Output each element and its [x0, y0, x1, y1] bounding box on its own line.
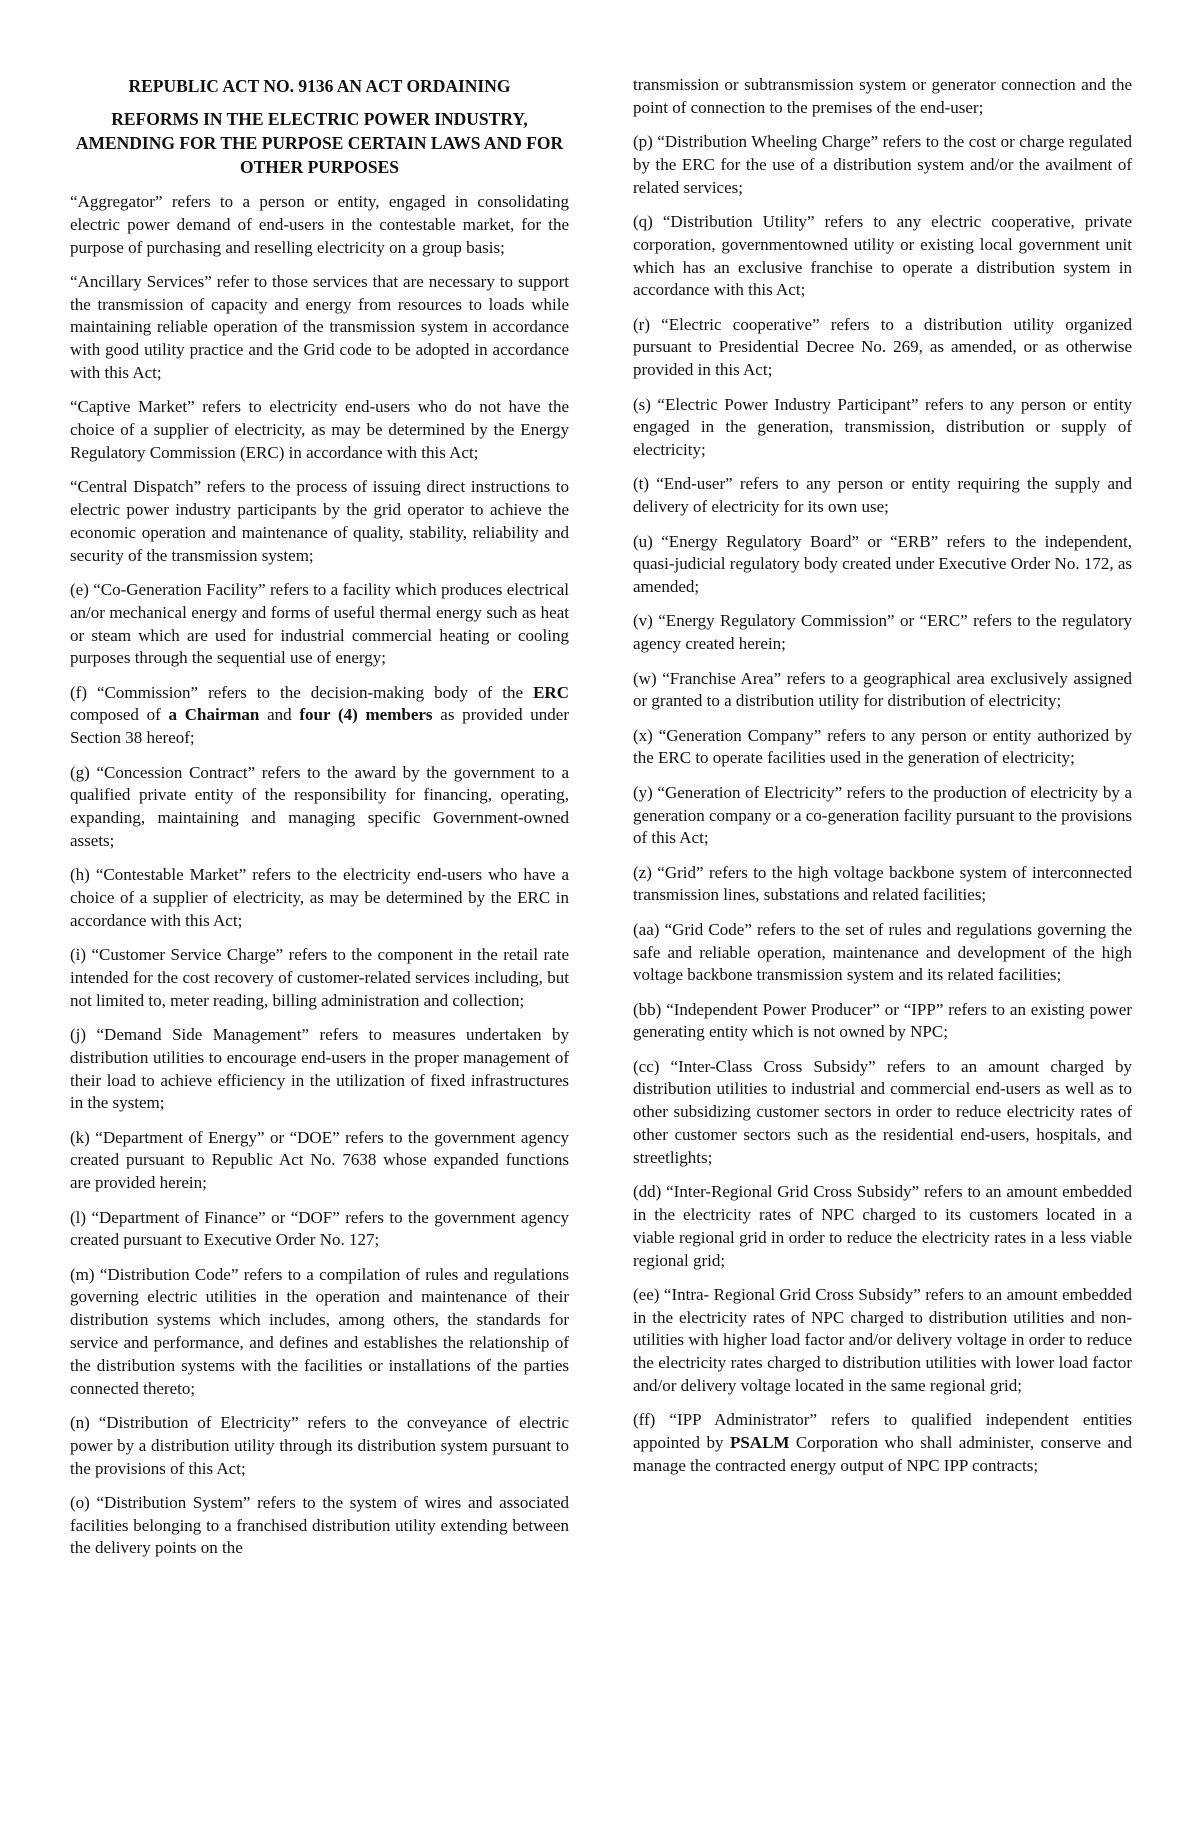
definition-ff-text-2: Corporation who shall administer, conserve and manage the contracted energy output of NPC IPP contracts; [633, 1433, 1132, 1475]
definition-central-dispatch: “Central Dispatch” refers to the process of issuing direct instructions to electric power industry participants by the grid operator to achieve the economic operation and maintenance of quality, stability, reliability and security of the transmission system; [70, 477, 569, 565]
definition-x-generation-company: (x) “Generation Company” refers to any person or entity authorized by the ERC to operate facilities used in the generation of electricity; [633, 725, 1132, 768]
definition-j-demand-side-management: (j) “Demand Side Management” refers to measures undertaken by distribution utilities to encourage end-users in the proper management of their load to achieve efficiency in the utilization of fixed infrastructures in the system; [70, 1025, 569, 1113]
definition-f-text-4: as provided under Section 38 hereof; [70, 705, 570, 748]
definition-o-distribution-system: (o) “Distribution System” refers to the system of wires and associated facilities belonging to a franchised distribution utility extending between the delivery points on the [70, 1492, 569, 1558]
definition-w-franchise-area: (w) “Franchise Area” refers to a geographical area exclusively assigned or granted to a distribution utility for distribution of electricity; [633, 668, 1132, 711]
definition-f-bold-erc: ERC [533, 682, 569, 702]
definition-y-generation-of-electricity: (y) “Generation of Electricity” refers to the production of electricity by a generation company or a co-generation facility pursuant to the provisions of this Act; [633, 782, 1132, 848]
definition-bb-independent-power-producer: (bb) “Independent Power Producer” or “IPP” refers to an existing power generating entity which is not owned by NPC; [633, 999, 1132, 1042]
definition-h-contestable-market: (h) “Contestable Market” refers to the electricity end-users who have a choice of a supplier of electricity, as may be determined by the ERC in accordance with this Act; [70, 865, 569, 930]
definition-t-end-user: (t) “End-user” refers to any person or entity requiring the supply and delivery of electricity for its own use; [633, 474, 1132, 517]
document-title: REPUBLIC ACT NO. 9136 AN ACT ORDAINING [128, 76, 511, 96]
document-subtitle: REFORMS IN THE ELECTRIC POWER INDUSTRY, AMENDING FOR THE PURPOSE CERTAIN LAWS AND FOR OTHER PURPOSES [75, 109, 564, 177]
definition-e-co-generation-facility: (e) “Co-Generation Facility” refers to a facility which produces electrical an/or mechanical energy and forms of useful thermal energy such as heat or steam which are used for industrial commercial heating or cooling purposes through the sequential use of energy; [70, 579, 569, 668]
definition-m-distribution-code: (m) “Distribution Code” refers to a compilation of rules and regulations governing electric utilities in the operation and maintenance of their distribution systems which includes, among others, the standards for service and performance, and defines and establishes the relationship of the distribution systems with the facilities or installations of the parties connected thereto; [70, 1264, 569, 1398]
definition-ff-bold-psalm: PSALM [729, 1433, 790, 1453]
definition-i-customer-service-charge: (i) “Customer Service Charge” refers to the component in the retail rate intended for the cost recovery of customer-related services including, but not limited to, meter reading, billing administration and collection; [70, 945, 569, 1010]
definition-f-text-2: composed of [70, 705, 169, 725]
left-column [70, 74, 569, 1795]
definition-f-text-1: (f) “Commission” refers to the decision-making body of the [70, 682, 534, 702]
definition-f-text-3: and [259, 705, 300, 725]
definition-v-energy-regulatory-commission: (v) “Energy Regulatory Commission” or “ERC” refers to the regulatory agency created herein; [633, 611, 1132, 654]
right-column [633, 74, 1132, 1795]
definition-f-bold-chairman: a Chairman [168, 705, 260, 725]
definition-s-electric-power-industry-participant: (s) “Electric Power Industry Participant” refers to any person or entity engaged in the generation, transmission, distribution or supply of electricity; [633, 394, 1132, 460]
definition-z-grid: (z) “Grid” refers to the high voltage backbone system of interconnected transmission lines, substations and related facilities; [633, 862, 1132, 905]
definition-ff-text-1: (ff) “IPP Administrator” refers to qualified independent entities appointed by [633, 1410, 1132, 1453]
definition-f-bold-members: four (4) members [299, 705, 433, 725]
definition-u-energy-regulatory-board: (u) “Energy Regulatory Board” or “ERB” refers to the independent, quasi-judicial regulatory body created under Executive Order No. 172, as amended; [633, 531, 1132, 597]
definition-k-department-of-energy: (k) “Department of Energy” or “DOE” refers to the government agency created pursuant to Republic Act No. 7638 whose expanded functions are provided herein; [70, 1127, 569, 1193]
definition-ancillary-services: “Ancillary Services” refer to those services that are necessary to support the transmission of capacity and energy from resources to loads while maintaining reliable operation of the transmission system in accordance with good utility practice and the Grid code to be adopted in accordance with this Act; [70, 271, 569, 383]
definition-r-electric-cooperative: (r) “Electric cooperative” refers to a distribution utility organized pursuant to Presidential Decree No. 269, as amended, or as otherwise provided in this Act; [633, 314, 1132, 380]
definition-n-distribution-of-electricity: (n) “Distribution of Electricity” refers to the conveyance of electric power by a distribution utility through its distribution system pursuant to the provisions of this Act; [70, 1412, 569, 1478]
definition-o-continued: transmission or subtransmission system or generator connection and the point of connection to the premises of the end-user; [633, 75, 1132, 117]
definition-g-concession-contract: (g) “Concession Contract” refers to the award by the government to a qualified private entity of the responsibility for financing, operating, expanding, maintaining and managing specific Government-owned assets; [70, 762, 569, 850]
definition-ff-ipp-administrator [633, 1409, 1132, 1477]
definition-aggregator: “Aggregator” refers to a person or entity, engaged in consolidating electric power demand of end-users in the contestable market, for the purpose of purchasing and reselling electricity on a group basis; [70, 192, 569, 257]
definition-cc-inter-class-cross-subsidy: (cc) “Inter-Class Cross Subsidy” refers to an amount charged by distribution utilities to industrial and commercial end-users as well as to other subsidizing customer sectors in order to reduce electricity rates of other customer sectors such as the residential end-users, hospitals, and streetlights; [633, 1056, 1132, 1167]
definition-q-distribution-utility: (q) “Distribution Utility” refers to any electric cooperative, private corporation, governmentowned utility or existing local government unit which has an exclusive franchise to operate a distribution system in accordance with this Act; [633, 211, 1132, 300]
definition-p-distribution-wheeling-charge: (p) “Distribution Wheeling Charge” refers to the cost or charge regulated by the ERC for the use of a distribution system and/or the availment of related services; [633, 132, 1132, 197]
definition-aa-grid-code: (aa) “Grid Code” refers to the set of rules and regulations governing the safe and reliable operation, maintenance and development of the high voltage backbone transmission system and its related facilities; [633, 919, 1132, 985]
definition-f-commission [70, 682, 569, 750]
definition-dd-inter-regional-grid-cross-subsidy: (dd) “Inter-Regional Grid Cross Subsidy” refers to an amount embedded in the electricity rates of NPC charged to its customers located in a viable regional grid in order to reduce the electricity rates in a less viable regional grid; [633, 1182, 1132, 1270]
definition-ee-intra-regional-grid-cross-subsidy: (ee) “Intra- Regional Grid Cross Subsidy” refers to an amount embedded in the electricity rates of NPC charged to distribution utilities and non-utilities with higher load factor and/or delivery voltage in order to reduce the electricity rates charged to distribution utilities with lower load factor and/or delivery voltage located in the same regional grid; [633, 1284, 1132, 1396]
definition-captive-market: “Captive Market” refers to electricity end-users who do not have the choice of a supplier of electricity, as may be determined by the Energy Regulatory Commission (ERC) in accordance with this Act; [70, 397, 569, 462]
definition-l-department-of-finance: (l) “Department of Finance” or “DOF” refers to the government agency created pursuant to Executive Order No. 127; [70, 1207, 569, 1250]
